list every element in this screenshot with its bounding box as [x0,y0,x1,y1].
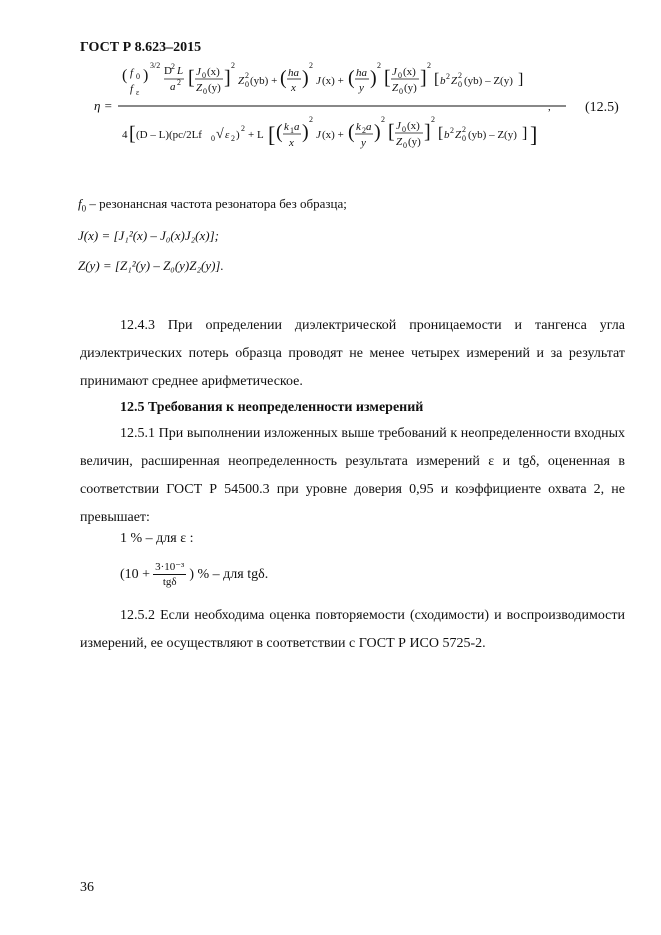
svg-text:0: 0 [462,134,466,143]
paragraph-12-5-2: 12.5.2 Если необходима оценка повторяемости (сходимости) и воспроизводимости измерений, ее осуществляют в соответствии с ГОСТ Р ИСО 5725-2. [80,608,625,651]
requirement-epsilon: 1 % – для ε : [120,531,194,546]
formula-graphic [78,58,638,168]
svg-text:(x) +: (x) + [322,75,344,87]
svg-text:x: x [289,137,294,149]
svg-text:y: y [359,82,364,94]
svg-text:(yb) – Z(y): (yb) – Z(y) [468,129,517,141]
svg-text:2: 2 [377,61,381,70]
svg-text:ε: ε [225,129,230,141]
def-f0 [78,196,347,214]
svg-text:a: a [366,121,372,133]
svg-text:(: ( [280,67,287,89]
formula-lhs: η = [94,98,113,113]
svg-text:2: 2 [231,61,235,70]
svg-text:2: 2 [450,126,454,135]
svg-text:Z: Z [455,129,462,141]
svg-text:]: ] [424,121,431,143]
svg-text:D: D [164,65,172,77]
svg-text:Z: Z [396,136,403,148]
svg-text:[: [ [268,122,276,147]
svg-text:2: 2 [177,78,181,87]
def-f0-symbol: f [78,196,82,211]
svg-text:(yb) – Z(y): (yb) – Z(y) [464,75,513,87]
req-tg-numerator: 3·10⁻³ [155,561,185,573]
svg-text:(x): (x) [407,120,420,132]
svg-text:Z: Z [196,82,203,94]
equation-number: (12.5) [585,100,619,115]
svg-text:0: 0 [211,134,215,143]
svg-text:1: 1 [290,126,294,135]
svg-text:(: ( [276,121,283,143]
svg-text:]: ] [518,71,524,88]
svg-text:J: J [316,75,321,87]
svg-text:L: L [177,65,184,77]
svg-text:a: a [294,121,300,133]
def-zy: Z(y) = [Z₁²(y) – Z₀(y)Z₂(y)]. [78,258,224,273]
svg-text:0: 0 [458,80,462,89]
svg-text:0: 0 [245,80,249,89]
page-number: 36 [80,880,94,895]
svg-text:Z: Z [238,75,245,87]
def-jx: J(x) = [J₁²(x) – J₀(x)J₂(x)]; [78,228,219,243]
paragraph-12-5-1: 12.5.1 При выполнении изложенных выше требований к неопределенности входных величин, расширенная неопределенность результата измерений ε и tgδ, оцененная в соответствии ГОСТ Р 54500.3 при уровне доверия 0,95 и коэффициенте охвата 2, не превышает: [80,426,625,525]
svg-text:2: 2 [241,124,245,133]
svg-text:√: √ [216,127,224,142]
svg-text:ε: ε [136,88,140,97]
svg-text:(: ( [122,67,128,84]
svg-text:(D – L)(pc/2Lf: (D – L)(pc/2Lf [136,129,202,141]
svg-text:(: ( [348,121,355,143]
svg-text:2: 2 [362,126,366,135]
svg-text:): ) [370,67,377,89]
svg-text:0: 0 [402,125,406,134]
svg-text:ha: ha [288,67,299,79]
svg-text:2: 2 [446,72,450,81]
svg-text:f: f [130,83,134,95]
svg-text:y: y [361,137,366,149]
svg-text:]: ] [420,67,427,89]
formula-12-5 [78,58,638,168]
requirement-tgdelta [120,560,268,589]
svg-text:(x) +: (x) + [322,129,344,141]
svg-text:3/2: 3/2 [150,61,161,70]
svg-text:(x): (x) [207,66,220,78]
svg-text:2: 2 [309,61,313,70]
svg-text:(yb) +: (yb) + [250,75,278,87]
svg-text:2: 2 [458,71,462,80]
svg-text:0: 0 [398,71,402,80]
svg-text:]: ] [522,125,528,142]
svg-text:4: 4 [122,129,128,141]
document-header: ГОСТ Р 8.623–2015 [80,40,202,55]
req-tg-denominator: tgδ [162,576,177,588]
svg-text:0: 0 [403,141,407,150]
def-f0-text: – резонансная частота резонатора без образца; [89,196,347,211]
svg-text:b: b [440,75,446,87]
svg-text:2: 2 [245,71,249,80]
svg-text:(x): (x) [403,66,416,78]
svg-text:k: k [284,121,289,133]
svg-text:0: 0 [202,71,206,80]
svg-text:0: 0 [399,87,403,96]
svg-text:(y): (y) [408,136,421,148]
svg-text:2: 2 [171,62,175,71]
svg-text:Z: Z [392,82,399,94]
svg-text:2: 2 [427,61,431,70]
svg-text:Z: Z [451,75,458,87]
req-tg-fraction [153,560,186,589]
svg-text:b: b [444,129,450,141]
svg-text:[: [ [438,125,444,142]
svg-text:,: , [548,101,551,113]
svg-text:J: J [396,120,401,132]
svg-text:[: [ [388,121,395,143]
def-f0-sub: 0 [81,203,87,214]
svg-text:2: 2 [381,115,385,124]
req-tg-prefix: (10 + [120,566,151,582]
svg-text:(y): (y) [208,82,221,94]
svg-text:0: 0 [136,72,140,81]
svg-text:): ) [374,121,381,143]
svg-text:2: 2 [231,134,235,143]
svg-text:(y): (y) [404,82,417,94]
svg-text:0: 0 [203,87,207,96]
paragraph-12-4-3: 12.4.3 При определении диэлектрической проницаемости и тангенса угла диэлектрических потерь образца проводят не менее четырех измерений и за результат принимают среднее арифметическое. [80,318,625,389]
svg-text:f: f [130,67,134,79]
svg-text:2: 2 [462,125,466,134]
svg-text:): ) [302,121,309,143]
svg-text:2: 2 [431,115,435,124]
svg-text:): ) [143,67,149,84]
svg-text:[: [ [188,67,195,89]
svg-text:[: [ [384,67,391,89]
svg-text:a: a [170,81,176,93]
svg-text:J: J [196,66,201,78]
svg-text:]: ] [530,122,538,147]
svg-text:[: [ [129,123,136,145]
svg-text:]: ] [224,67,231,89]
svg-text:(: ( [348,67,355,89]
svg-text:J: J [392,66,397,78]
svg-text:+ L: + L [248,129,264,141]
svg-text:): ) [236,129,240,141]
section-12-5-title: 12.5 Требования к неопределенности измерений [120,400,424,415]
svg-text:J: J [316,129,321,141]
svg-text:x: x [291,82,296,94]
svg-text:k: k [356,121,361,133]
svg-text:[: [ [434,71,440,88]
svg-text:ha: ha [356,67,367,79]
svg-text:2: 2 [309,115,313,124]
svg-text:): ) [302,67,309,89]
req-tg-suffix: ) % – для tgδ. [189,566,269,582]
